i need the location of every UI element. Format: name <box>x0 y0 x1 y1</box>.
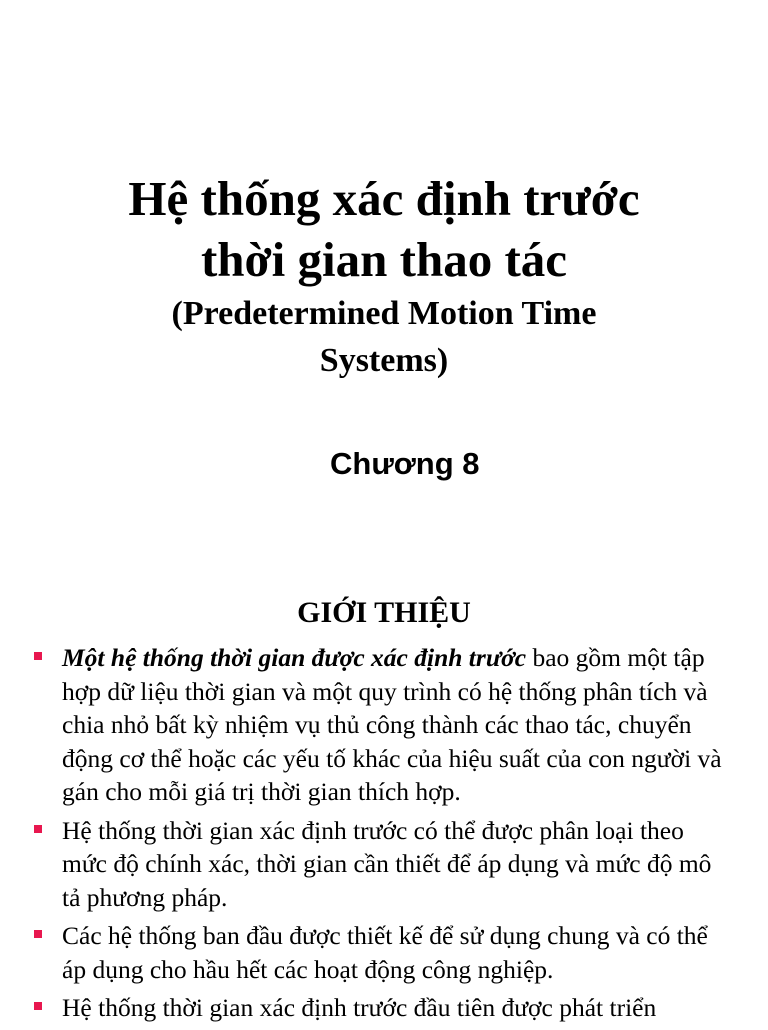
slide-title-line-2: thời gian thao tác <box>200 232 568 287</box>
slide-subtitle-line-2: Systems) <box>319 342 449 379</box>
bullet-list <box>0 641 768 1030</box>
bullet-square-icon <box>34 825 42 833</box>
slide-title-line-1: Hệ thống xác định trước <box>128 171 640 226</box>
bullet-square-icon <box>34 930 42 938</box>
slide-subtitle <box>0 290 768 384</box>
chapter-label: Chương 8 <box>330 446 480 481</box>
bullet-text: Hệ thống thời gian xác định trước đầu tiên được phát triển <box>62 993 657 1022</box>
bullet-item <box>0 641 768 809</box>
bullet-square-icon <box>34 1002 42 1010</box>
section-heading: GIỚI THIỆU <box>297 596 471 629</box>
bullet-square-icon <box>34 652 42 660</box>
slide-title <box>0 168 768 290</box>
bullet-emphasis: Một hệ thống thời gian được xác định trước <box>62 643 527 672</box>
bullet-text: Các hệ thống ban đầu được thiết kế để sử dụng chung và có thể áp dụng cho hầu hết các hoạt động công nghiệp. <box>62 921 708 984</box>
bullet-item <box>0 814 768 915</box>
bullet-item <box>0 919 768 986</box>
bullet-text: bao gồm một tập hợp dữ liệu thời gian và một quy trình có hệ thống phân tích và chia nhỏ bất kỳ nhiệm vụ thủ công thành các thao tác, chuyển động cơ thể hoặc các yếu tố khác của hiệu suất của con người và gán cho mỗi giá trị thời gian thích hợp. <box>62 643 722 806</box>
bullet-item <box>0 991 768 1025</box>
slide-subtitle-line-1: (Predetermined Motion Time <box>171 295 597 332</box>
bullet-text: Hệ thống thời gian xác định trước có thể được phân loại theo mức độ chính xác, thời gian cần thiết để áp dụng và mức độ mô tả phương pháp. <box>62 815 712 912</box>
